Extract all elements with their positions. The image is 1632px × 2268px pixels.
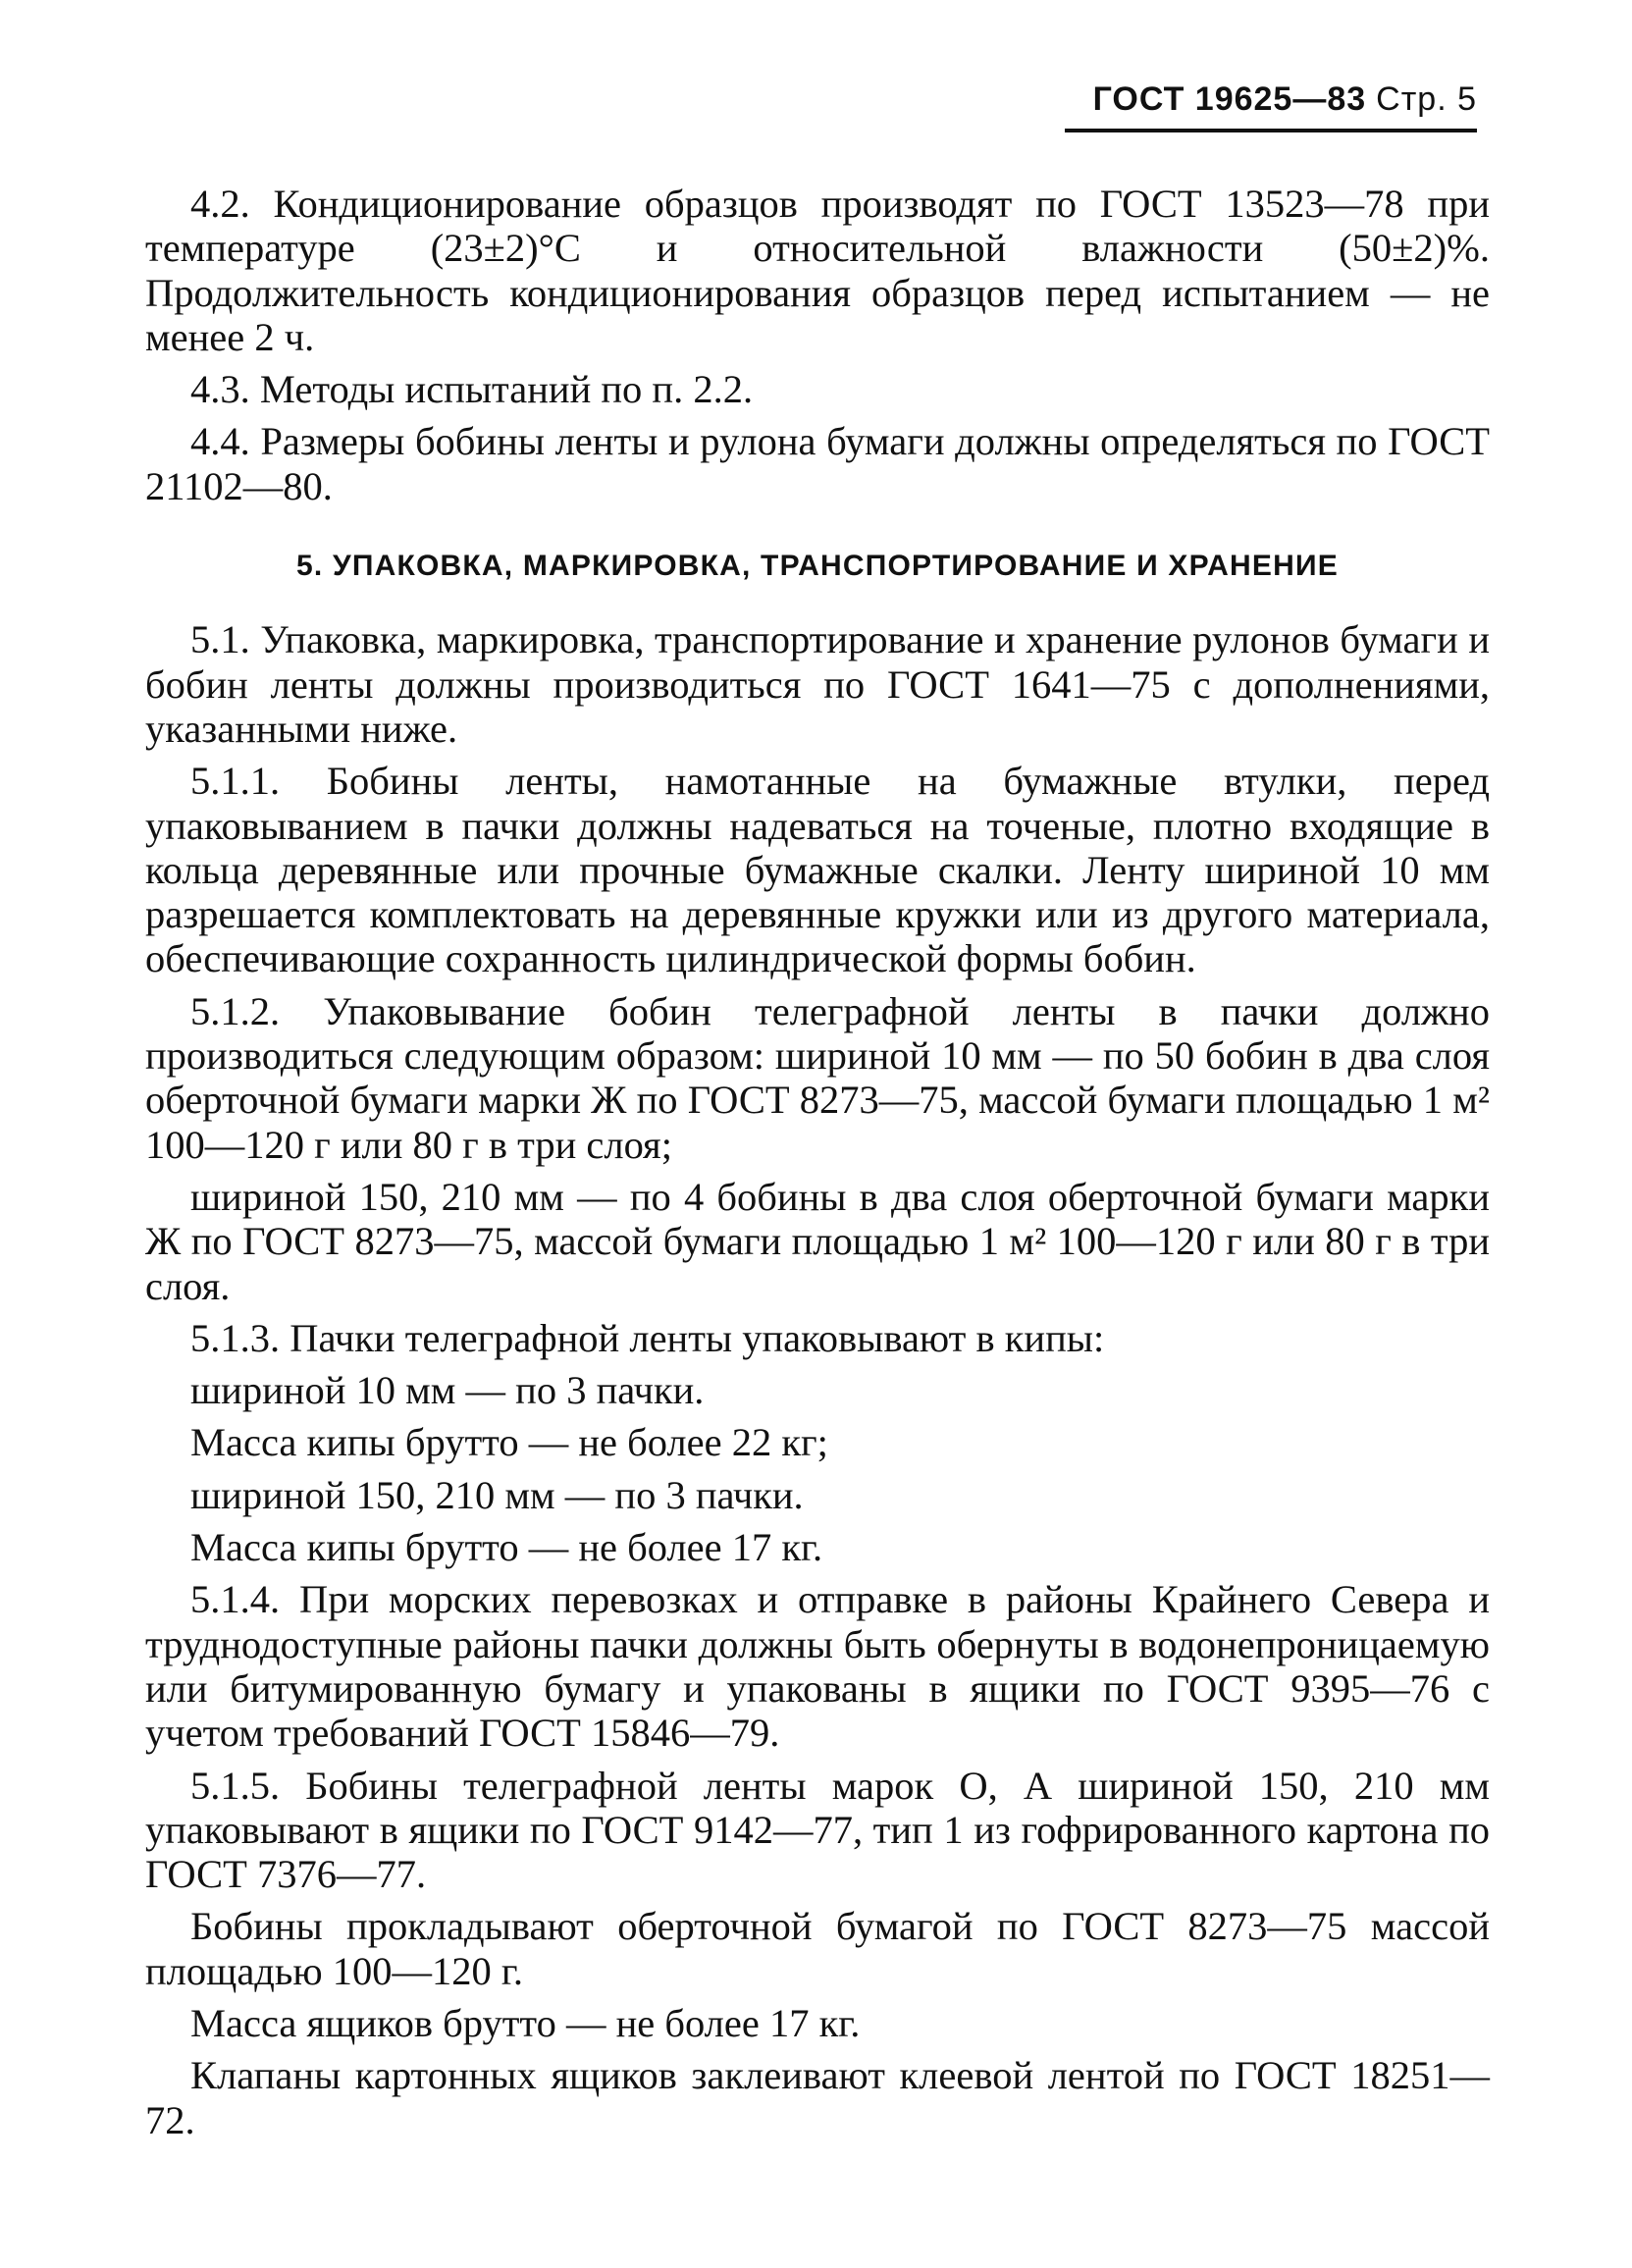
paragraph-4-4: 4.4. Размеры бобины ленты и рулона бумаги должны определяться по ГОСТ 21102—80. [145,419,1490,508]
paragraph-5-1-5-continued: Бобины прокладывают оберточной бумагой по ГОСТ 8273—75 массой площадью 100—120 г. [145,1904,1490,1993]
section-5-heading: 5. УПАКОВКА, МАРКИРОВКА, ТРАНСПОРТИРОВАНИЕ И ХРАНЕНИЕ [296,550,1339,583]
paragraph-5-1-1: 5.1.1. Бобины ленты, намотанные на бумажные втулки, перед упаковыванием в пачки должны надеваться на точеные, плотно входящие в кольца деревянные или прочные бумажные скалки. Ленту шириной 10 мм разрешается комплектовать на деревянные кружки или из другого материала, обеспечивающие сохранность цилиндрической формы бобин. [145,759,1490,981]
paragraph-5-1-3-line-c: шириной 150, 210 мм — по 3 пачки. [190,1472,804,1517]
paragraph-5-1-3-line-a: шириной 10 мм — по 3 пачки. [190,1368,705,1413]
paragraph-5-1: 5.1. Упаковка, маркировка, транспортирование и хранение рулонов бумаги и бобин ленты должны производиться по ГОСТ 1641—75 с дополнениями, указанными ниже. [145,617,1490,751]
body-text [145,182,1490,2150]
running-header [1065,80,1477,132]
paragraph-5-1-5: 5.1.5. Бобины телеграфной ленты марок О, А шириной 150, 210 мм упаковывают в ящики по ГОСТ 9142—77, тип 1 из гофрированного картона по ГОСТ 7376—77. [145,1763,1490,1897]
paragraph-5-1-5-mass: Масса ящиков брутто — не более 17 кг. [190,2000,861,2045]
paragraph-5-1-3-line-b: Масса кипы брутто — не более 22 кг; [190,1420,828,1465]
paragraph-5-1-5-tape: Клапаны картонных ящиков заклеивают клеевой лентой по ГОСТ 18251—72. [145,2053,1490,2142]
paragraph-4-2: 4.2. Кондиционирование образцов производят по ГОСТ 13523—78 при температуре (23±2)°С и относительной влажности (50±2)%. Продолжительность кондиционирования образцов перед испытанием — не менее 2 ч. [145,182,1490,359]
paragraph-5-1-4: 5.1.4. При морских перевозках и отправке в районы Крайнего Севера и труднодоступные районы пачки должны быть обернуты в водонепроницаемую или битумированную бумагу и упакованы в ящики по ГОСТ 9395—76 с учетом требований ГОСТ 15846—79. [145,1577,1490,1756]
paragraph-5-1-3-line-d: Масса кипы брутто — не более 17 кг. [190,1525,823,1570]
page-number: Стр. 5 [1376,80,1477,118]
paragraph-5-1-2: 5.1.2. Упаковывание бобин телеграфной ленты в пачки должно производиться следующим образом: шириной 10 мм — по 50 бобин в два слоя оберточной бумаги марки Ж по ГОСТ 8273—75, массой бумаги площадью 1 м² 100—120 г или 80 г в три слоя; [145,988,1490,1167]
paragraph-4-3: 4.3. Методы испытаний по п. 2.2. [190,367,754,412]
paragraph-5-1-2-continued: шириной 150, 210 мм — по 4 бобины в два слоя оберточной бумаги марки Ж по ГОСТ 8273—75, массой бумаги площадью 1 м² 100—120 г или 80 г в три слоя. [145,1174,1490,1308]
paragraph-5-1-3: 5.1.3. Пачки телеграфной ленты упаковывают в кипы: [190,1315,1105,1360]
standard-reference: ГОСТ 19625—83 [1092,80,1367,118]
